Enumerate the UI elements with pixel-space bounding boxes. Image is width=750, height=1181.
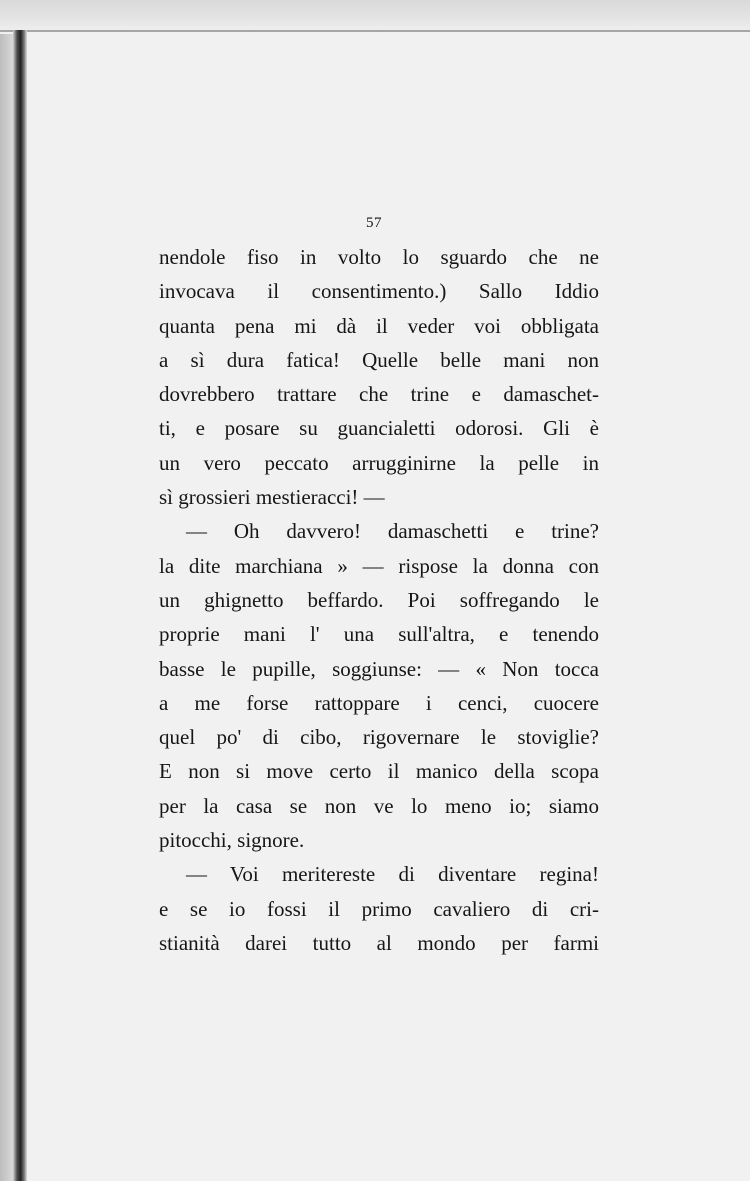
page-number: 57 [366, 215, 382, 231]
text-line: sì grossieri mestieracci! — [159, 485, 385, 510]
top-rule [0, 30, 750, 32]
text-line: — Voi meritereste di diventare regina! [186, 862, 599, 887]
text-line: pitocchi, signore. [159, 828, 305, 853]
text-line: la dite marchiana » — rispose la donna con [159, 553, 599, 578]
text-line: quanta pena mi dà il veder voi obbligata [159, 313, 599, 338]
text-line: — Oh davvero! damaschetti e trine? [186, 519, 599, 544]
text-line: a me forse rattoppare i cenci, cuocere [159, 690, 599, 715]
text-line: basse le pupille, soggiunse: — « Non tocca [159, 656, 599, 681]
text-line: dovrebbero trattare che trine e damaschet- [159, 382, 599, 407]
text-line: ti, e posare su guancialetti odorosi. Gli è [159, 416, 599, 441]
text-line: a sì dura fatica! Quelle belle mani non [159, 347, 599, 372]
text-line: proprie mani l' una sull'altra, e tenendo [159, 622, 599, 647]
text-line: un ghignetto beffardo. Poi soffregando le [159, 587, 599, 612]
text-line: quel po' di cibo, rigovernare le stoviglie? [159, 725, 599, 750]
text-line: stianità darei tutto al mondo per farmi [159, 930, 599, 955]
page-gutter [0, 0, 13, 1181]
text-line: un vero peccato arrugginirne la pelle in [159, 450, 599, 475]
body-text [159, 240, 599, 960]
text-line: invocava il consentimento.) Sallo Iddio [159, 279, 599, 304]
text-line: e se io fossi il primo cavaliero di cri- [159, 896, 599, 921]
page-top-edge [0, 0, 750, 34]
book-spine-shadow [13, 30, 27, 1181]
text-line: per la casa se non ve lo meno io; siamo [159, 793, 599, 818]
text-line: E non si move certo il manico della scopa [159, 759, 599, 784]
text-line: nendole fiso in volto lo sguardo che ne [159, 245, 599, 269]
